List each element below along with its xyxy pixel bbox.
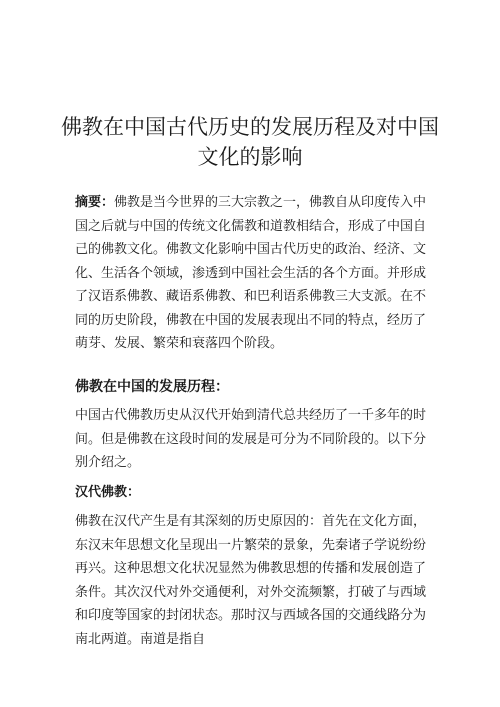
section-paragraph-han-dynasty: 佛教在汉代产生是有其深刻的历史原因的：首先在文化方面，东汉末年思想文化呈现出一片繁荣的景象，先秦诸子学说纷纷再兴。这种思想文化状况显然为佛教思想的传播和发展创造了条件。其次汉代对外交通便利，对外交流频繁，打破了与西域和印度等国家的封闭状态。那时汉与西域各国的交通线路分为南北两道。南道是指自 (75, 514, 427, 647)
document-title (40, 112, 460, 172)
abstract-label: 摘要： (75, 195, 115, 210)
section-heading-development: 佛教在中国的发展历程： (75, 379, 229, 395)
title-line-1: 佛教在中国古代历史的发展历程及对中国 (61, 115, 439, 139)
abstract-text: 佛教是当今世界的三大宗教之一，佛教自从印度传入中国之后就与中国的传统文化儒教和道教相结合，形成了中国自己的佛教文化。佛教文化影响中国古代历史的政治、经济、文化、生活各个领域，渗透到中国社会生活的各个方面。并形成了汉语系佛教、藏语系佛教、和巴利语系佛教三大支派。在不同的历史阶段，佛教在中国的发展表现出不同的特点，经历了萌芽、发展、繁荣和衰落四个阶段。 (75, 195, 427, 351)
title-line-2: 文化的影响 (197, 145, 303, 169)
section-heading-han-dynasty: 汉代佛教： (75, 485, 141, 500)
section-paragraph-development: 中国古代佛教历史从汉代开始到清代总共经历了一千多年的时间。但是佛教在这段时间的发展是可分为不同阶段的。以下分别介绍之。 (75, 408, 427, 470)
abstract-paragraph (75, 191, 430, 356)
